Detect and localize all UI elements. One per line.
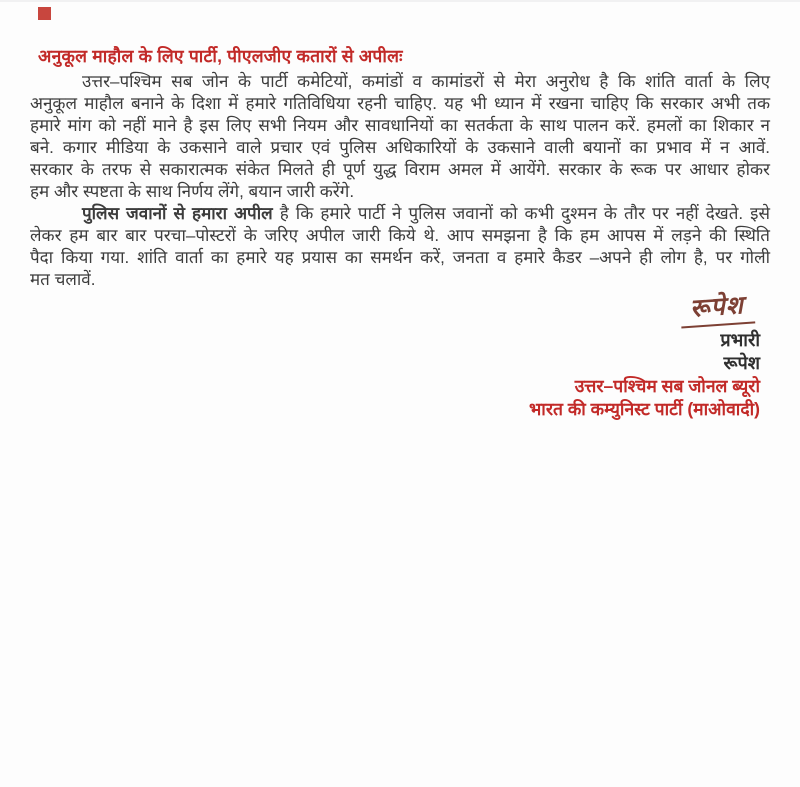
text-line: अनुकूल माहौल बनाने के दिशा में हमारे गतिविधिया रहनी चाहिए. यह भी ध्यान में रखना चाहिए कि सरकार अभी तक <box>30 94 770 113</box>
signatory-designation: प्रभारी <box>720 330 760 350</box>
paragraph-police-appeal <box>30 203 770 291</box>
text-line: बने. कगार मीडिया के उकसाने वाले प्रचार एवं पुलिस अधिकारियों के उकसाने वाली बयानों का प्रभाव में न आवें. <box>30 138 770 157</box>
text-line: उत्तर–पश्चिम सब जोन के पार्टी कमेटियों, कमांडों व कामांडरों से मेरा अनुरोध है कि शांति वार्ता के लिए <box>82 72 770 91</box>
text-line: मत चलावें. <box>30 270 96 289</box>
text-line <box>30 203 770 225</box>
signatory-name: रूपेश <box>723 353 760 373</box>
paragraph-party-appeal <box>30 71 770 203</box>
text-line: हमारे मांग को नहीं माने है इस लिए सभी नियम और सावधानियों का सतर्कता के साथ पालन करें. हमलों का शिकार न <box>30 116 770 135</box>
signature-block <box>30 281 770 421</box>
handwritten-signature: रूपेश <box>679 284 755 328</box>
lead-rest-text: है कि हमारे पार्टी ने पुलिस जवानों को कभी दुश्मन के तौर पर नहीं देखते. इसे <box>272 204 771 223</box>
text-line: पैदा किया गया. शांति वार्ता का हमारे यह प्रयास का समर्थन करें, जनता व हमारे कैडर –अपने ही लोग है, पर गोली <box>30 248 770 267</box>
text-line: सरकार के तरफ से सकारात्मक संकेत मिलते ही पूर्ण युद्ध विराम अमल में आयेंगे. सरकार के रूक पर आधार होकर <box>30 160 770 179</box>
text-line: लेकर हम बार बार परचा–पोस्टरों के जरिए अपील जारी किये थे. आप समझना है कि हम आपस में लड़ने की स्थिति <box>30 226 770 245</box>
bureau-name-line: उत्तर–पश्चिम सब जोनल ब्यूरो <box>574 376 760 396</box>
document-content <box>0 2 800 421</box>
party-name-line: भारत की कम्युनिस्ट पार्टी (माओवादी) <box>528 399 760 419</box>
handwritten-signature-row <box>30 281 760 329</box>
document-heading: अनुकूल माहौल के लिए पार्टी, पीएलजीए कतारों से अपीलः <box>38 46 403 66</box>
text-line: हम और स्पष्टता के साथ निर्णय लेंगे, बयान जारी करेंगे. <box>30 182 355 201</box>
red-scan-mark <box>38 7 51 20</box>
bold-lead-text: पुलिस जवानों से हमारा अपील <box>82 204 273 223</box>
